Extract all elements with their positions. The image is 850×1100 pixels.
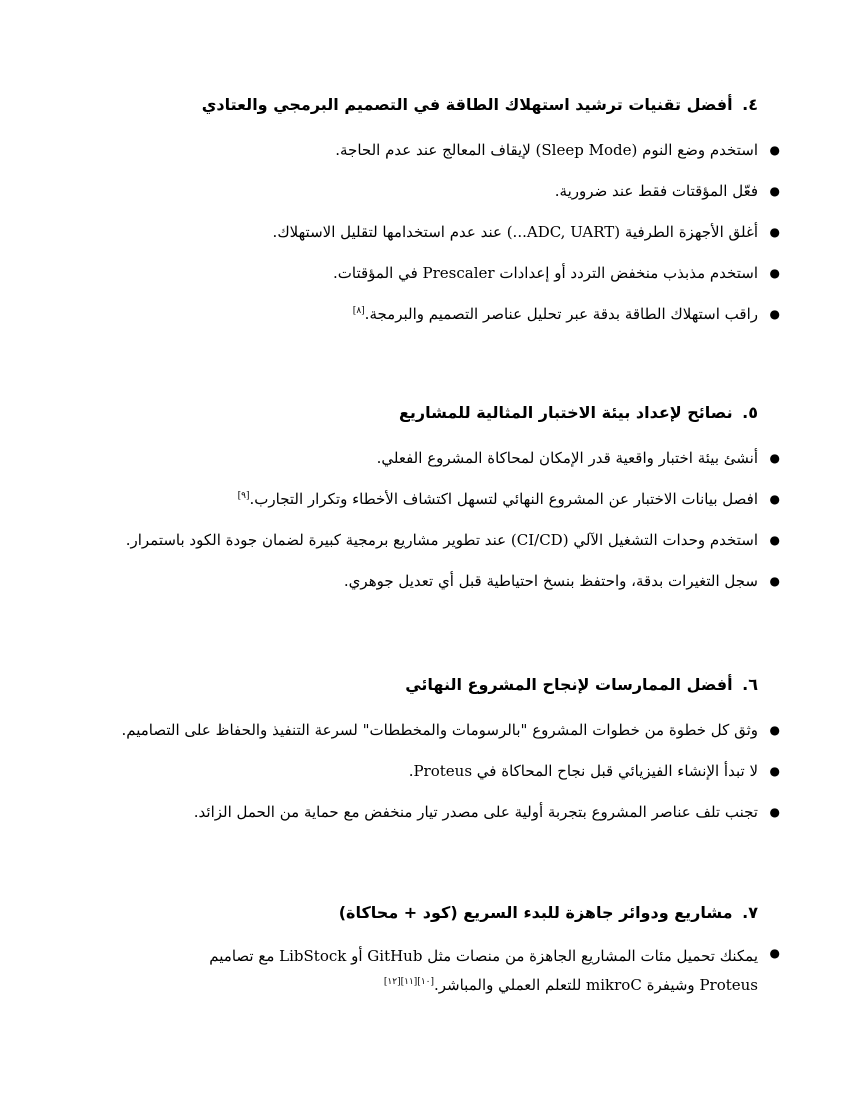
bullet-icon: ● xyxy=(769,723,780,737)
bullet-icon: ● xyxy=(769,946,780,960)
list-item-text: أنشئ بيئة اختبار واقعية قدر الإمكان لمحاكاة المشروع الفعلي. xyxy=(376,449,758,467)
list-item xyxy=(272,221,780,243)
list-item xyxy=(554,180,780,202)
reference-link[interactable]: [١٠][١١][١٢] xyxy=(383,977,434,987)
section-heading xyxy=(339,902,758,924)
bullet-icon: ● xyxy=(769,184,780,198)
section-number: ٥. xyxy=(742,403,758,422)
bullet-icon: ● xyxy=(769,266,780,280)
section-heading xyxy=(405,674,758,696)
list-item xyxy=(352,303,780,325)
list-item xyxy=(237,488,780,510)
list-item-text: تجنب تلف عناصر المشروع بتجربة أولية على مصدر تيار منخفض مع حماية من الحمل الزائد. xyxy=(193,803,758,821)
bullet-icon: ● xyxy=(769,574,780,588)
list-item xyxy=(335,139,780,161)
bullet-icon: ● xyxy=(769,451,780,465)
bullet-icon: ● xyxy=(769,225,780,239)
bullet-icon: ● xyxy=(769,805,780,819)
list-item xyxy=(343,570,780,592)
list-item-text: أغلق الأجهزة الطرفية (ADC, UART...) عند عدم استخدامها لتقليل الاستهلاك. xyxy=(272,223,758,241)
bullet-icon: ● xyxy=(769,307,780,321)
section-number: ٦. xyxy=(742,675,758,694)
section-heading xyxy=(399,402,758,424)
section-title: أفضل الممارسات لإنجاح المشروع النهائي xyxy=(405,675,733,694)
list-item xyxy=(376,447,780,469)
list-item-text: استخدم مذبذب منخفض التردد أو إعدادات Prescaler في المؤقتات. xyxy=(333,264,758,282)
list-item-text: استخدم وحدات التشغيل الآلي (CI/CD) عند تطوير مشاريع برمجية كبيرة لضمان جودة الكود باستمرار. xyxy=(125,531,758,549)
list-item xyxy=(125,529,780,551)
bullet-icon: ● xyxy=(769,143,780,157)
list-item-text: فعّل المؤقتات فقط عند ضرورية. xyxy=(554,182,758,200)
list-item xyxy=(148,942,780,1000)
list-item xyxy=(408,760,780,782)
bullet-icon: ● xyxy=(769,533,780,547)
section-heading xyxy=(202,94,758,116)
list-item-text: افصل بيانات الاختبار عن المشروع النهائي لتسهل اكتشاف الأخطاء وتكرار التجارب. xyxy=(249,490,758,508)
bullet-icon: ● xyxy=(769,492,780,506)
section-number: ٧. xyxy=(742,903,758,922)
reference-link[interactable]: [٩] xyxy=(237,491,250,501)
list-item xyxy=(193,801,780,823)
list-item-text: راقب استهلاك الطاقة بدقة عبر تحليل عناصر التصميم والبرمجة. xyxy=(364,305,758,323)
list-item-text: لا تبدأ الإنشاء الفيزيائي قبل نجاح المحاكاة في Proteus. xyxy=(408,762,758,780)
section-number: ٤. xyxy=(742,95,758,114)
section-title: مشاريع ودوائر جاهزة للبدء السريع (كود + محاكاة) xyxy=(338,903,733,922)
list-item-text: وثق كل خطوة من خطوات المشروع "بالرسومات والمخططات" لسرعة التنفيذ والحفاظ على التصاميم. xyxy=(121,721,758,739)
section-title: نصائح لإعداد بيئة الاختبار المثالية للمشاريع xyxy=(398,403,733,422)
list-item-text: سجل التغيرات بدقة، واحتفظ بنسخ احتياطية قبل أي تعديل جوهري. xyxy=(343,572,758,590)
list-item-text: استخدم وضع النوم (Sleep Mode) لإيقاف المعالج عند عدم الحاجة. xyxy=(335,141,758,159)
list-item-text: يمكنك تحميل مئات المشاريع الجاهزة من منصات مثل GitHub أو LibStock مع تصاميم Proteus وشيفرة mikroC للتعلم العملي والمباشر. xyxy=(209,947,758,994)
list-item xyxy=(333,262,780,284)
bullet-icon: ● xyxy=(769,764,780,778)
reference-link[interactable]: [٨] xyxy=(352,306,365,316)
list-item xyxy=(121,719,780,741)
section-title: أفضل تقنيات ترشيد استهلاك الطاقة في التصميم البرمجي والعتادي xyxy=(201,95,733,114)
